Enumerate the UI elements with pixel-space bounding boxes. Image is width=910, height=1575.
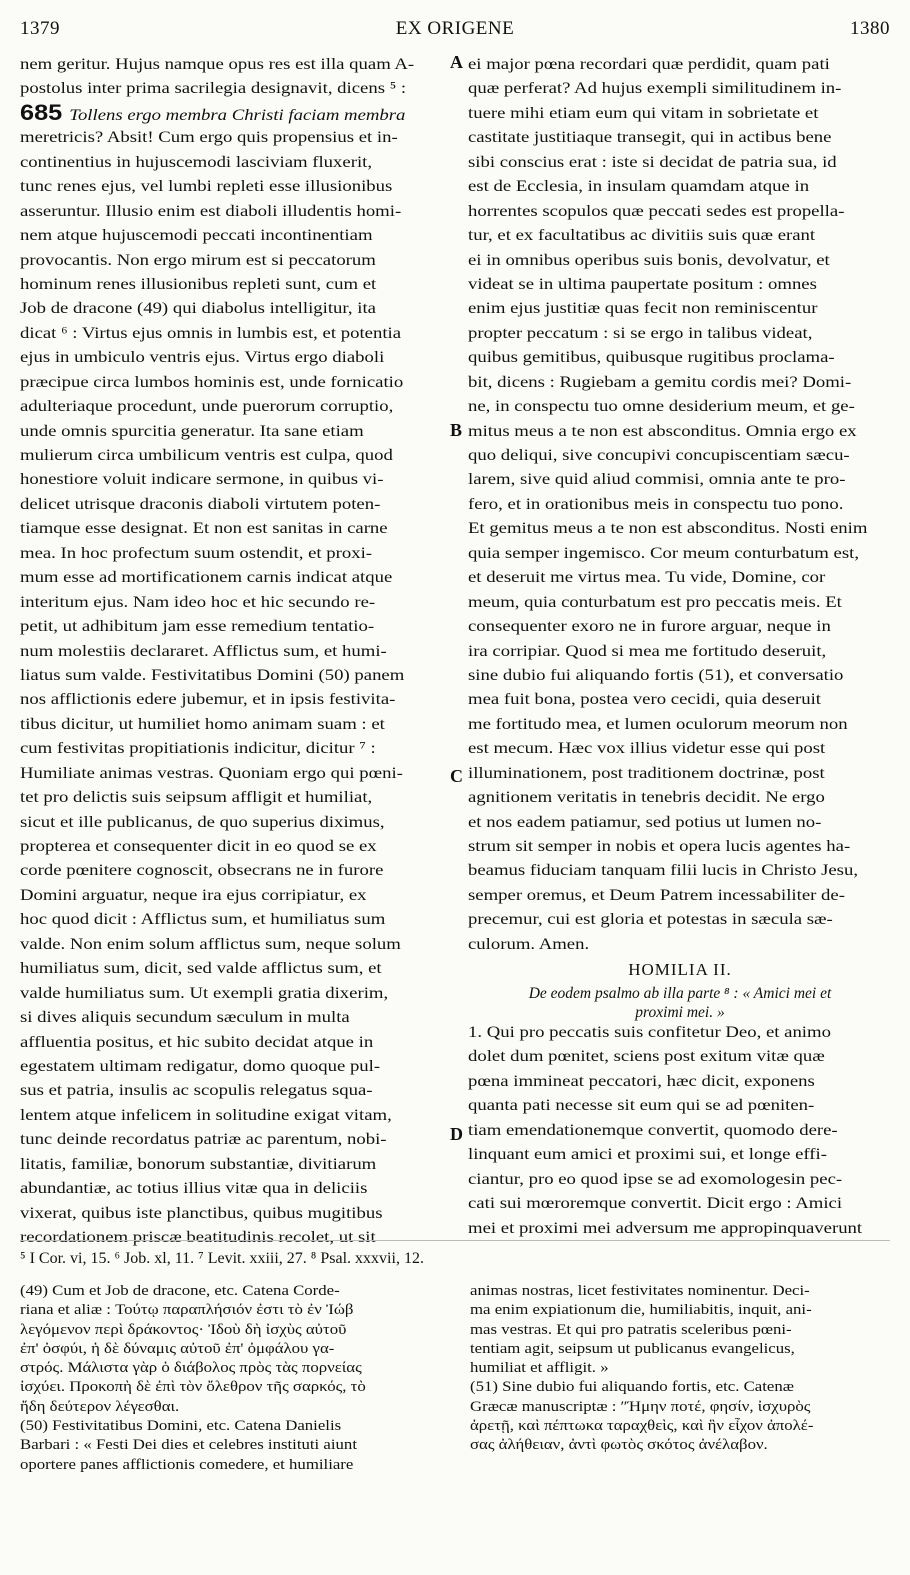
text-line: litatis, familiæ, bonorum substantiæ, divitiarum — [20, 1153, 377, 1173]
text-line: corde pœnitere cognoscit, obsecrans ne in furore — [20, 860, 384, 880]
text-line: provocantis. Non ergo mirum est si peccatorum — [20, 249, 376, 269]
left-page-number: 1379 — [20, 18, 60, 39]
text-line: dicat ⁶ : Virtus ejus omnis in lumbis est, et potentia — [20, 322, 402, 342]
text-line: ira corripiar. Quod si mea me fortitudo deseruit, — [468, 640, 827, 660]
text-line: continentius in hujuscemodi lasciviam fluxerit, — [20, 151, 373, 171]
text-line: horrentes scopulos quæ peccati sedes est propella- — [468, 200, 845, 220]
text-line: humiliatus sum, dicit, sed valde afflictus sum, et — [20, 958, 382, 978]
text-line: meretricis? Absit! Cum ergo quis propensius et in- — [20, 127, 398, 147]
footnote-line: σας ἀλήθειαν, ἀντὶ φωτὸς σκότος ἀνέλαβον. — [470, 1437, 768, 1454]
text-line: lentem atque infelicem in solitudine exigat vitam, — [20, 1104, 392, 1124]
text-line: me fortitudo mea, et lumen oculorum meorum non — [468, 713, 848, 733]
footnote-line: tentiam agit, seipsum ut publicanus evangelicus, — [470, 1340, 795, 1357]
footnote-line: ἐπ' ὀσφύι, ἡ δὲ δύναμις αὐτοῦ ἐπ' ὀμφάλου γα- — [20, 1340, 335, 1357]
footnote-line: ἰσχύει. Προκοπὴ δὲ ἐπὶ τὸν ὄλεθρον τῆς σαρκός, τὸ — [20, 1379, 366, 1396]
text-line: abundantiæ, ac totius illius vitæ qua in deliciis — [20, 1178, 368, 1198]
footnote-line: (49) Cum et Job de dracone, etc. Catena Corde- — [20, 1283, 340, 1299]
footnote-line: riana et aliæ : Τούτῳ παραπλήσιόν ἐστι τὸ ἐν Ἰώβ — [20, 1302, 354, 1319]
text-line: et deseruit me virtus mea. Tu vide, Domine, cor — [468, 567, 826, 587]
text-line: illuminationem, post traditionem doctrinæ, post — [468, 762, 825, 782]
text-line: consequenter exoro ne in furore arguar, neque in — [468, 616, 831, 636]
text-line: tur, et ex facultatibus ac divitiis suis quæ erant — [468, 225, 816, 245]
text-line: mitus meus a te non est absconditus. Omnia ergo ex — [468, 420, 857, 440]
text-line: liatus sum valde. Festivitatibus Domini (50) panem — [20, 664, 405, 684]
text-line: semper oremus, et Deum Patrem incessabiliter de- — [468, 884, 845, 904]
text-line: culorum. Amen. — [468, 933, 590, 953]
text-line: propter peccatum : si se ergo in talibus videat, — [468, 322, 813, 342]
text-line: sibi conscius erat : iste si decidat de patria sua, id — [468, 151, 837, 171]
text-line: unde omnis spurcitia generatur. Ita sane etiam — [20, 420, 364, 440]
text-line: ciantur, pro eo quod ipse se ad exomologesin pec- — [468, 1168, 843, 1188]
text-line: tibus dicitur, ut humiliet homo animam suam : et — [20, 713, 385, 733]
text-line: precemur, cui est gloria et potestas in sæcula sæ- — [468, 909, 833, 929]
text-line: quo deliqui, sive concupivi concupiscentiam sæcu- — [468, 445, 850, 464]
text-line: videat se in ultima paupertate positum : omnes — [468, 273, 817, 293]
text-line: quanta pati necesse sit eum qui se ad pœniten- — [468, 1095, 815, 1115]
text-line: est mecum. Hæc vox illius videtur esse qui post — [468, 738, 826, 758]
text-line: ei major pœna recordari quæ perdidit, quam pati — [468, 54, 830, 73]
text-line: hominum renes illusionibus repleti sunt, cum et — [20, 273, 377, 293]
footnote-line: ἀρετῇ, καὶ πέπτωκα ταραχθεὶς, καὶ ἣν εἶχον ἀπολέ- — [470, 1418, 814, 1435]
footnote-line: ma enim expiationum die, humiliabitis, inquit, ani- — [470, 1302, 812, 1319]
text-line: sicut et ille publicanus, de quo superius diximus, — [20, 811, 385, 831]
footnote-divider — [20, 1240, 890, 1241]
text-line: petit, ut adhibitum jam esse remedium tentatio- — [20, 616, 375, 636]
text-line: quæ perferat? Ad hujus exempli similitudinem in- — [468, 78, 842, 98]
text-line: nem atque hujuscemodi peccati incontinentiam — [20, 225, 373, 245]
homily-title: HOMILIA II. — [628, 960, 732, 979]
footnote-line: mas vestras. Et qui pro patratis sceleribus pœni- — [470, 1321, 792, 1338]
text-line: tuere mihi etiam eum qui vitam in sobrietate et — [468, 102, 819, 122]
text-line: dolet dum pœnitet, sciens post exitum vitæ quæ — [468, 1046, 825, 1066]
text-line: enim ejus justitiæ quas fecit non reminiscentur — [468, 298, 818, 318]
text-line: mum esse ad mortificationem carnis indicat atque — [20, 567, 393, 587]
text-line: pœna immineat peccatori, hæc dicit, exponens — [468, 1070, 815, 1090]
text-line: quibus gemitibus, quibusque rugitibus proclama- — [468, 347, 835, 367]
text-line: Humiliate animas vestras. Quoniam ergo qui pœni- — [20, 762, 403, 782]
homily-subtitle-line: De eodem psalmo ab illa parte ⁸ : « Amici mei et — [528, 985, 832, 1002]
text-line: si dives aliquis secundum sæculum in multa — [20, 1007, 350, 1027]
text-line: bit, dicens : Rugiebam a gemitu cordis mei? Domi- — [468, 371, 852, 391]
text-line: ei in omnibus operibus suis bonis, devolvatur, et — [468, 249, 830, 269]
text-line: valde. Non enim solum afflictus sum, neque solum — [20, 933, 401, 953]
scripture-references: ⁵ I Cor. vi, 15. ⁶ Job. xl, 11. ⁷ Levit. xxiii, 27. ⁸ Psal. xxxvii, 12. — [20, 1250, 424, 1267]
text-line: tunc renes ejus, vel lumbi repleti esse illusionibus — [20, 176, 393, 196]
footnotes-left — [20, 1282, 460, 1475]
text-line: cati sui mœroremque convertit. Dicit ergo : Amici — [468, 1193, 843, 1213]
text-line: ne, in conspectu tuo omne desiderium meum, et ge- — [468, 396, 855, 416]
text-line: nem geritur. Hujus namque opus res est illa quam A- — [20, 54, 415, 73]
margin-letter-b: B — [450, 420, 463, 440]
text-line: nos afflictionis edere jubemur, et in ipsis festivita- — [20, 689, 396, 709]
margin-letter-d: D — [450, 1124, 463, 1144]
footnote-line: Barbari : « Festi Dei dies et celebres instituti aiunt — [20, 1437, 357, 1454]
text-line: postolus inter prima sacrilegia designavit, dicens ⁵ : — [20, 78, 407, 98]
footnote-line: ἤδη δεύτερον λέγεσθαι. — [20, 1398, 180, 1415]
margin-letter-a: A — [450, 52, 463, 72]
text-line: tet pro delictis suis seipsum affligit et humiliat, — [20, 787, 373, 807]
running-title: EX ORIGENE — [395, 18, 515, 39]
footnote-line: oportere panes afflictionis comedere, et humiliare — [20, 1456, 354, 1473]
text-line: sine dubio fui aliquando fortis (51), et conversatio — [468, 664, 844, 684]
footnote-line: λεγόμενον περὶ δράκοντος· Ἰδοὺ δὴ ἰσχὺς αὐτοῦ — [20, 1321, 347, 1338]
text-line: mea fuit bona, postea vero cecidi, quia deseruit — [468, 689, 822, 709]
text-line: præcipue circa lumbos hominis est, unde fornicatio — [20, 371, 404, 391]
footnote-line: (51) Sine dubio fui aliquando fortis, etc. Catenæ — [470, 1379, 794, 1396]
text-line: num molestiis declararet. Afflictus sum, et humi- — [20, 640, 387, 660]
footnote-line: στρός. Μάλιστα γὰρ ὁ διάβολος πρὸς τὰς πορνείας — [20, 1360, 362, 1377]
right-text-column — [468, 52, 892, 956]
margin-letter-c: C — [450, 766, 463, 786]
text-line: agnitionem veritatis in tenebris decidit. Ne ergo — [468, 787, 825, 807]
text-line: mulierum circa umbilicum ventris est culpa, quod — [20, 445, 393, 464]
text-line: 1. Qui pro peccatis suis confitetur Deo, et animo — [468, 1022, 831, 1041]
text-line: mea. In hoc profectum suum ostendit, et proxi- — [20, 542, 373, 562]
homily-subtitle-line: proximi mei. » — [635, 1004, 725, 1021]
text-line: fero, et in orationibus meis in conspectu tuo pono. — [468, 493, 844, 513]
footnote-line: humiliat et affligit. » — [470, 1360, 609, 1377]
footnotes-right — [470, 1282, 895, 1456]
text-line: mei et proximi mei adversum me appropinquaverunt — [468, 1217, 863, 1237]
footnote-line: animas nostras, licet festivitates nominentur. Deci- — [470, 1283, 810, 1299]
text-line: vixerat, quibus iste planctibus, quibus mugitibus — [20, 1202, 383, 1222]
text-line: delicet utrisque draconis diaboli virtutem poten- — [20, 493, 381, 513]
text-line: et nos eadem patiamur, sed potius ut lumen no- — [468, 811, 822, 831]
text-line: egestatem ultimam redigatur, domo quoque pul- — [20, 1055, 381, 1075]
text-line: interitum ejus. Nam ideo hoc et hic secundo re- — [20, 591, 376, 611]
text-line: larem, sive quid aliud commisi, omnia ante te pro- — [468, 469, 846, 489]
text-line: valde humiliatus sum. Ut exempli gratia dixerim, — [20, 982, 389, 1002]
text-line: tunc deinde recordatus patriæ ac parentum, nobi- — [20, 1129, 387, 1149]
text-line: Domini arguatur, neque ira ejus corripiatur, ex — [20, 884, 367, 904]
text-line: recordationem priscæ beatitudinis recolet, ut sit — [20, 1227, 376, 1246]
scripture-quote: Tollens ergo membra Christi faciam membra — [69, 104, 406, 124]
text-line: propterea et consequenter dicit in eo quod se ex — [20, 836, 377, 855]
text-line: hoc quod dicit : Afflictus sum, et humiliatus sum — [20, 909, 386, 929]
text-line: adulteriaque procedunt, unde puerorum corruptio, — [20, 396, 394, 416]
text-line: affluentia positus, et hic subito decidat atque in — [20, 1031, 374, 1051]
text-line: cum festivitas propitiationis indicitur, dicitur ⁷ : — [20, 738, 376, 758]
footnote-line: Græcæ manuscriptæ : ″Ήμην ποτέ, φησίν, ἰσχυρὸς — [470, 1398, 811, 1415]
text-line — [20, 101, 508, 125]
footnote-line: (50) Festivitatibus Domini, etc. Catena Danielis — [20, 1418, 342, 1435]
text-line: est de Ecclesia, in insulam quamdam atque in — [468, 176, 810, 196]
text-line: tiam emendationemque convertit, quomodo dere- — [468, 1119, 838, 1139]
text-line: beamus fiduciam tanquam filii lucis in Christo Jesu, — [468, 860, 859, 880]
column-number: 685 — [20, 99, 70, 125]
text-line: ejus in umbiculo ventris ejus. Virtus ergo diaboli — [20, 347, 385, 367]
text-line: meum, quia conturbatum est pro peccatis meis. Et — [468, 591, 842, 611]
homily-body — [468, 1020, 892, 1240]
text-line: quia semper ingemisco. Cor meum conturbatum est, — [468, 542, 860, 562]
text-line: honestiore voluit indicare sermone, in quibus vi- — [20, 469, 384, 489]
text-line: Job de dracone (49) qui diabolus intelligitur, ita — [20, 298, 376, 318]
homily-subtitle — [468, 984, 892, 1022]
text-line: sus et patria, insulis ac scopulis relegatus squa- — [20, 1080, 373, 1100]
text-line: strum sit semper in nobis et opera lucis agentes ha- — [468, 836, 851, 855]
left-text-column — [20, 52, 444, 1249]
text-line: Et gemitus meus a te non est absconditus. Nosti enim — [468, 518, 868, 538]
text-line: tiamque esse designat. Et non est sanitas in carne — [20, 518, 388, 538]
right-page-number: 1380 — [850, 18, 890, 39]
text-line: asseruntur. Illusio enim est diaboli illudentis homi- — [20, 200, 402, 220]
text-line: linquant eum amici et proximi sui, et longe effi- — [468, 1144, 827, 1164]
text-line: castitate justitiaque transegit, qui in actibus bene — [468, 127, 832, 147]
